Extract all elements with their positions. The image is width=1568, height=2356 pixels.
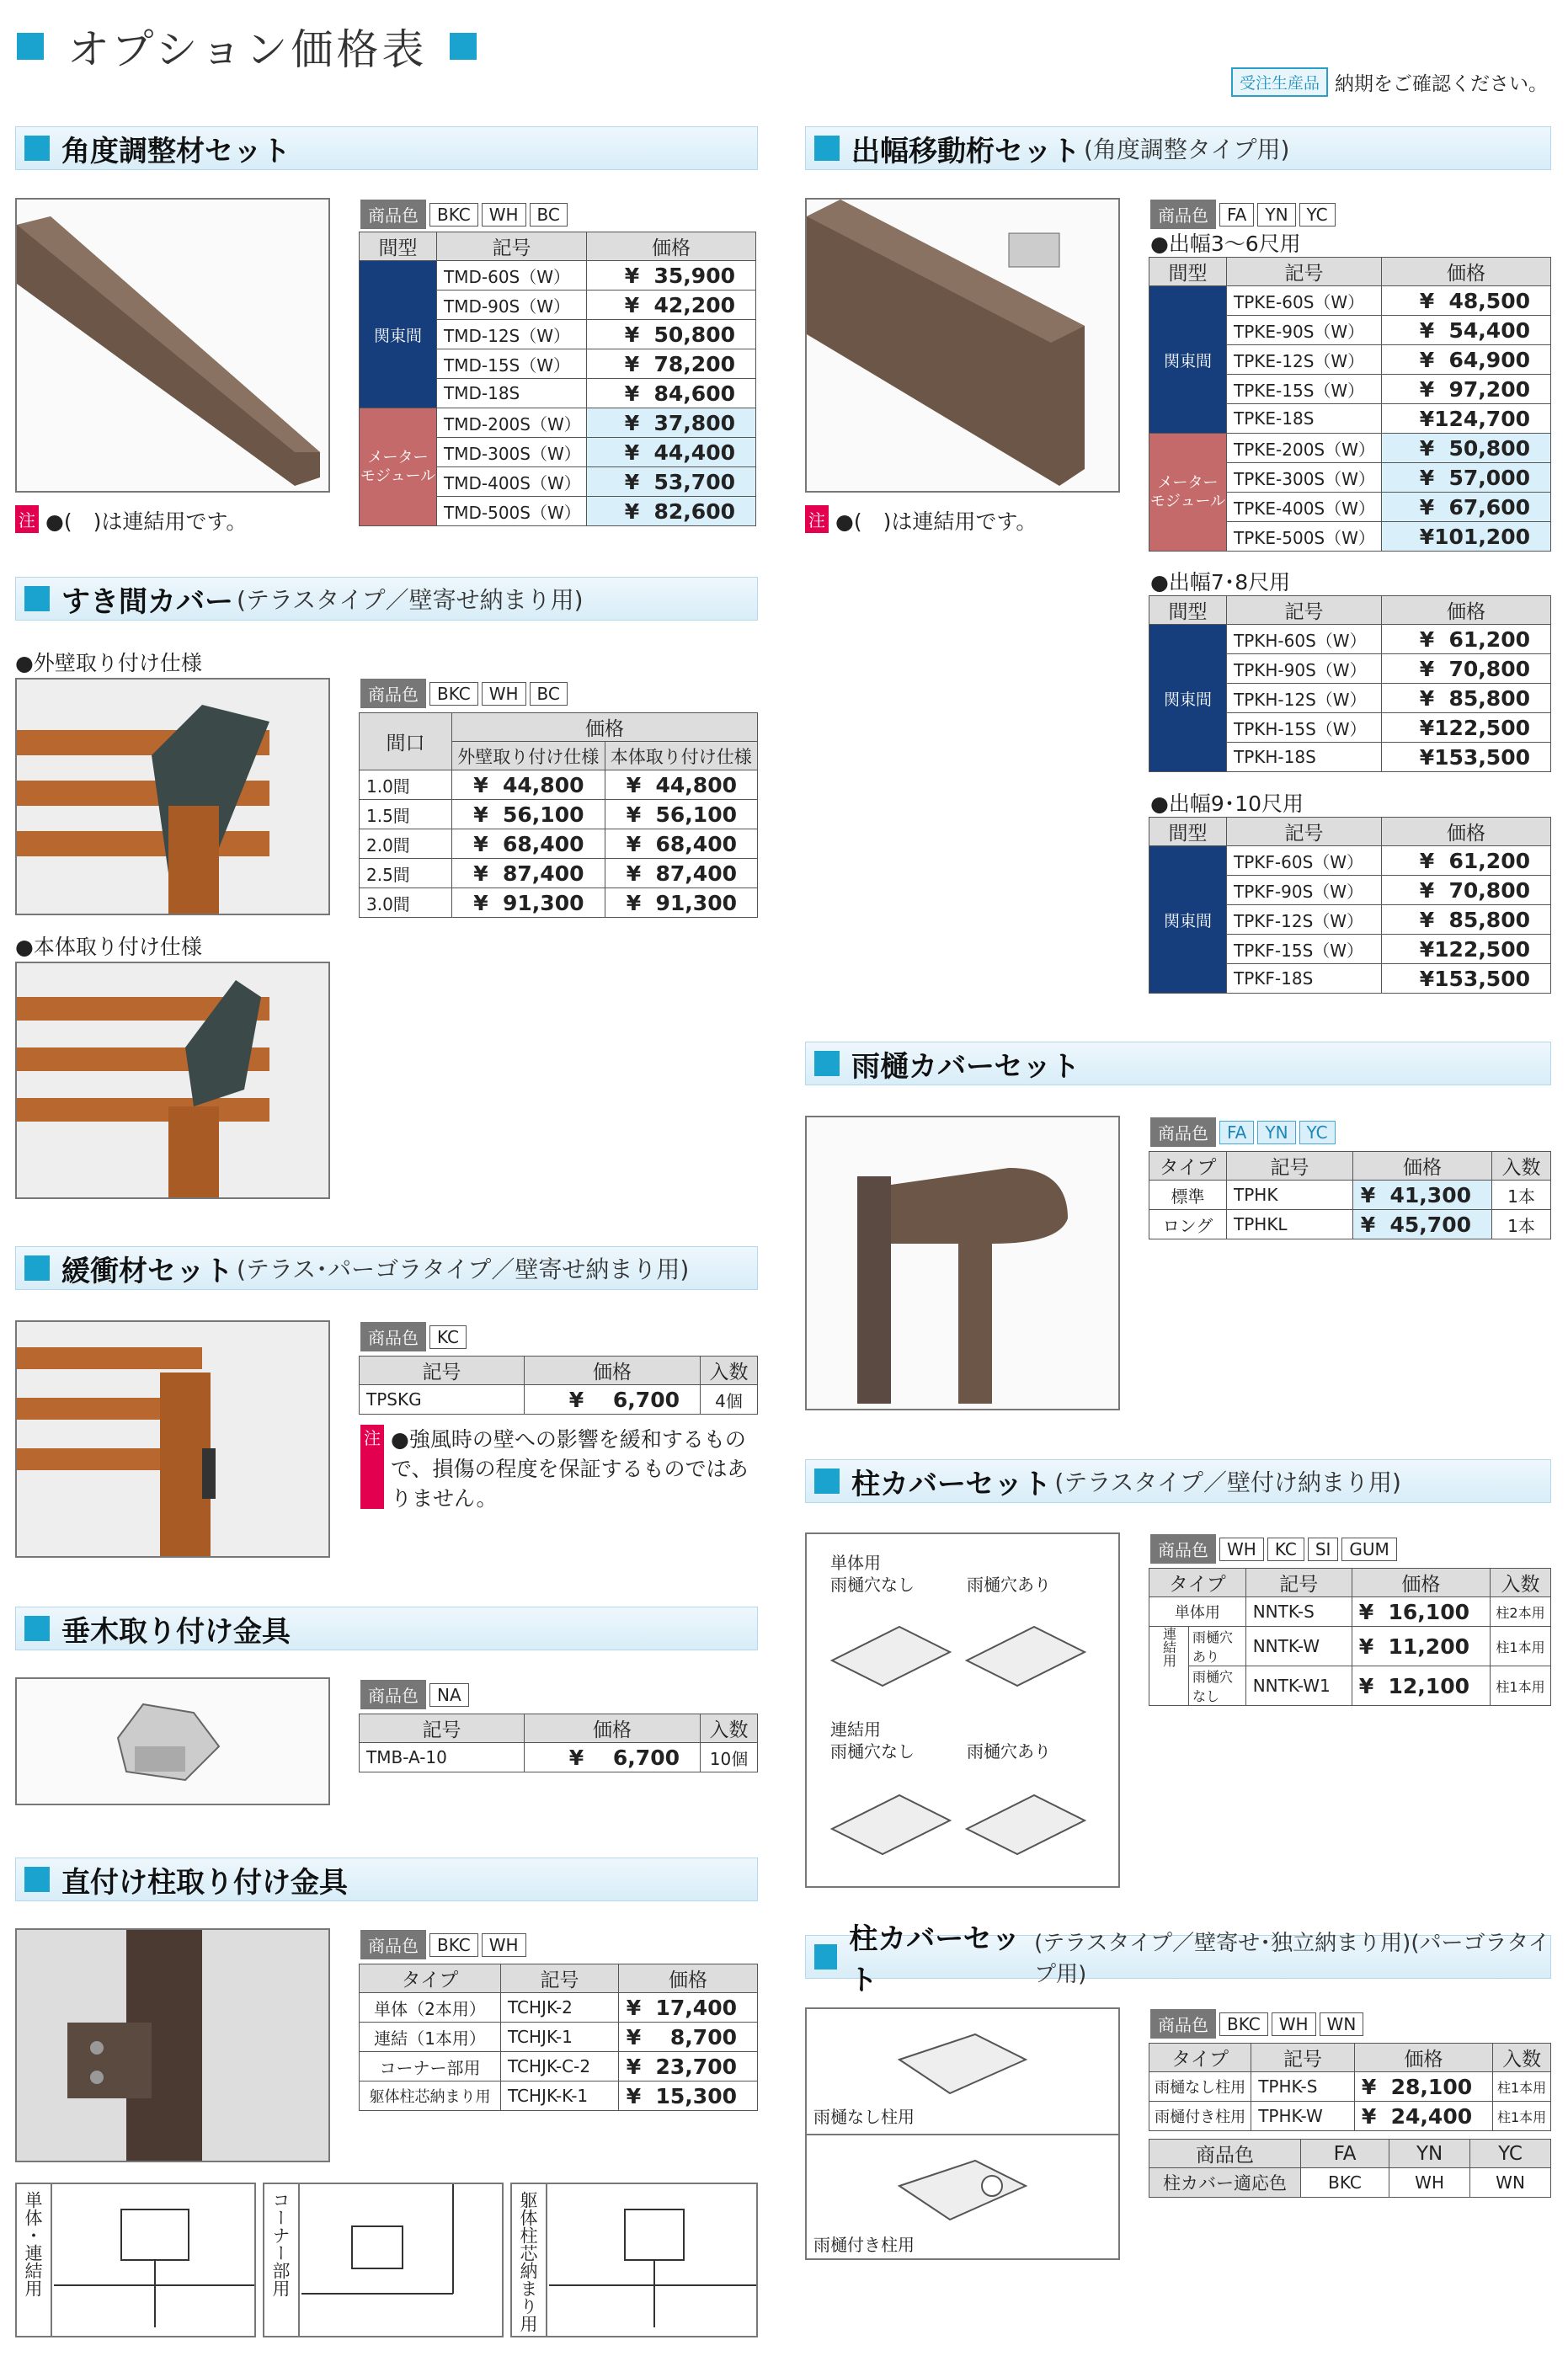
note-6: 注 ●( )は連結用です。 <box>805 505 1037 536</box>
note-1: 注 ●( )は連結用です。 <box>15 505 247 536</box>
diagram-core: 躯体柱芯納まり用 <box>510 2183 758 2337</box>
product-image-girder <box>805 198 1120 493</box>
price-table-gutter-cover: タイプ 記号 価格 入数 標準 TPHK ¥ 41,300 1本 ロング TPHKL ¥ 45,700 1本 <box>1149 1151 1551 1239</box>
price-table-girder-2: 間型 記号 価格 関東間 TPKH-60S（W） ¥ 61,200 TPKH-90S（W） ¥ 70,800 TPKH-12S（W） ¥ 85,800 TPKH-15S（W） ¥122,500 TPKH-18S ¥153,500 <box>1149 595 1551 772</box>
label-girder-2: ●出幅7･8尺用 <box>1150 570 1291 594</box>
label-exterior: ●外壁取り付け仕様 <box>15 651 202 675</box>
color-list-6: 商品色 FA YN YC <box>1150 200 1336 229</box>
section-header-post-bracket: 直付け柱取り付け金具 <box>15 1858 758 1901</box>
color-list-1: 商品色 BKC WH BC <box>360 200 568 229</box>
order-notice: 受注生産品 納期をご確認ください。 <box>1231 67 1548 97</box>
color-list-8: 商品色 WH KC SI GUM <box>1150 1534 1397 1564</box>
section-header-buffer: 緩衝材セット (テラス･パーゴラタイプ／壁寄せ納まり用) <box>15 1246 758 1290</box>
diagram-corner: コーナー部用 <box>263 2183 504 2337</box>
section-header-rafter: 垂木取り付け金具 <box>15 1607 758 1650</box>
section-header-girder: 出幅移動桁セット (角度調整タイプ用) <box>805 126 1551 170</box>
product-image-post-bracket <box>15 1928 330 2162</box>
product-image-buffer <box>15 1320 330 1558</box>
note-3: 注 ●強風時の壁への影響を緩和するもので、損傷の程度を保証するものではありません。 <box>360 1425 758 1513</box>
product-image-rafter <box>15 1677 330 1805</box>
price-table-girder-3: 間型 記号 価格 関東間 TPKF-60S（W） ¥ 61,200 TPKF-90S（W） ¥ 70,800 TPKF-12S（W） ¥ 85,800 TPKF-15S（W） ¥122,500 TPKF-18S ¥153,500 <box>1149 817 1551 994</box>
price-table-post-cover-1: タイプ 記号 価格 入数 単体用 NNTK-S ¥ 16,100 柱2本用 連結用 雨樋穴あり NNTK-W ¥ 11,200 柱1本用 雨樋穴なし NNTK-W1 ¥ 12,100 柱1本用 <box>1149 1568 1551 1706</box>
product-image-post-cover-1: 単体用 雨樋穴なし 雨樋穴あり 連結用 雨樋穴なし 雨樋穴あり <box>805 1532 1120 1888</box>
price-table-angle: 間型 記号 価格 関東間 TMD-60S（W） ¥ 35,900 TMD-90S（W） ¥ 42,200 TMD-12S（W） ¥ 50,800 TMD-15S（W） ¥ 78,200 TMD-18S ¥ 84,600 メーター モジュール TMD-200S（W） ¥ 37,800 TMD-300S（W） ¥ 44,400 TMD-400S（W） ¥ 53,700 TMD-500S（W） ¥ 82,600 <box>359 232 756 526</box>
product-image-gutter-cover <box>805 1116 1120 1410</box>
price-table-girder-1: 間型 記号 価格 関東間 TPKE-60S（W） ¥ 48,500 TPKE-90S（W） ¥ 54,400 TPKE-12S（W） ¥ 64,900 TPKE-15S（W） ¥ 97,200 TPKE-18S ¥124,700 メーター モジュール TPKE-200S（W） ¥ 50,800 TPKE-300S（W） ¥ 57,000 TPKE-400S（W） ¥ 67,600 TPKE-500S（W） ¥101,200 <box>1149 257 1551 552</box>
section-header-gap-cover: すき間カバー (テラスタイプ／壁寄せ納まり用) <box>15 577 758 621</box>
color-list-3: 商品色 KC <box>360 1322 467 1351</box>
price-table-rafter: 記号 価格 入数 TMB-A-10 ¥ 6,700 10個 <box>359 1714 758 1772</box>
product-image-gap-exterior <box>15 678 330 915</box>
color-list-9: 商品色 BKC WH WN <box>1150 2009 1363 2039</box>
price-table-buffer: 記号 価格 入数 TPSKG ¥ 6,700 4個 <box>359 1356 758 1415</box>
product-image-post-cover-2: 雨樋なし柱用 雨樋付き柱用 <box>805 2007 1120 2260</box>
page-title: オプション価格表 <box>12 8 500 84</box>
product-image-angle <box>15 198 330 493</box>
section-header-post-cover-2: 柱カバーセット (テラスタイプ／壁寄せ･独立納まり用)(パーゴラタイプ用) <box>805 1935 1551 1979</box>
diagram-single: 単体・連結用 <box>15 2183 256 2337</box>
price-table-gap-cover: 間口 価格 外壁取り付け仕様 本体取り付け仕様 1.0間 ¥ 44,800 ¥ 44,800 1.5間 ¥ 56,100 ¥ 56,100 2.0間 ¥ 68,400 ¥ 68,400 2.5間 ¥ 87,400 ¥ 87,400 3.0間 ¥ 91,300 ¥ 91,300 <box>359 712 758 918</box>
price-table-post-cover-2: タイプ 記号 価格 入数 雨樋なし柱用 TPHK-S ¥ 28,100 柱1本用 雨樋付き柱用 TPHK-W ¥ 24,400 柱1本用 <box>1149 2043 1551 2131</box>
label-girder-1: ●出幅3〜6尺用 <box>1150 232 1301 256</box>
color-list-2: 商品色 BKC WH BC <box>360 679 568 708</box>
label-girder-3: ●出幅9･10尺用 <box>1150 792 1304 816</box>
product-image-gap-body <box>15 962 330 1199</box>
section-header-post-cover-1: 柱カバーセット (テラスタイプ／壁付け納まり用) <box>805 1459 1551 1503</box>
label-body: ●本体取り付け仕様 <box>15 935 202 959</box>
color-list-4: 商品色 NA <box>360 1680 469 1709</box>
color-list-5: 商品色 BKC WH <box>360 1930 526 1959</box>
price-table-post-bracket: タイプ 記号 価格 単体（2本用） TCHJK-2 ¥ 17,400 連結（1本用） TCHJK-1 ¥ 8,700 コーナー部用 TCHJK-C-2 ¥ 23,700 躯体柱芯納まり用 TCHJK-K-1 ¥ 15,300 <box>359 1964 758 2111</box>
color-list-7: 商品色 FA YN YC <box>1150 1117 1336 1147</box>
section-header-angle: 角度調整材セット <box>15 126 758 170</box>
color-map-table: 商品色 FA YN YC 柱カバー適応色 BKC WH WN <box>1149 2139 1551 2198</box>
section-header-gutter-cover: 雨樋カバーセット <box>805 1042 1551 1085</box>
